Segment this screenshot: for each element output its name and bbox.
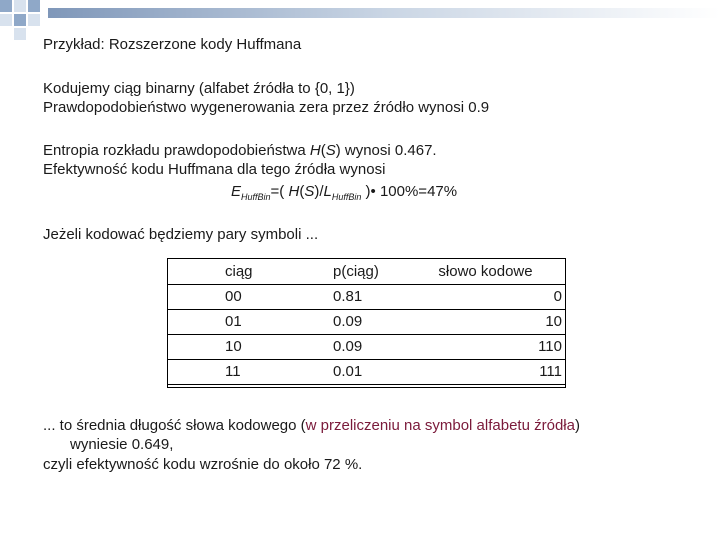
text-line: Jeżeli kodować będziemy pary symboli ... bbox=[43, 226, 319, 243]
table-cell: 0.01 bbox=[301, 359, 409, 384]
text-line: Kodujemy ciąg binarny (alfabet źródła to {0, 1}) bbox=[43, 80, 355, 97]
formula-part: )/ bbox=[314, 183, 324, 200]
code-table bbox=[167, 259, 566, 385]
formula-H: H bbox=[288, 183, 300, 200]
text-fragment: ( bbox=[320, 142, 326, 159]
table-cell: 11 bbox=[167, 359, 301, 384]
table-row bbox=[167, 334, 566, 359]
text-fragment: Entropia rozkładu prawdopodobieństwa bbox=[43, 142, 310, 159]
table-cell: 00 bbox=[167, 284, 301, 309]
formula-L: L bbox=[323, 183, 332, 200]
formula-L-sub: HuffBin bbox=[331, 192, 362, 202]
text-line: wyniesie 0.649, bbox=[70, 436, 174, 453]
highlighted-text: w przeliczeniu na symbol alfabetu źródła bbox=[305, 417, 575, 434]
deco-square bbox=[14, 28, 26, 40]
table-cell: 10 bbox=[167, 334, 301, 359]
text-fragment: ... to średnia długość słowa kodowego ( bbox=[43, 417, 306, 434]
formula-part: =( bbox=[270, 183, 289, 200]
table-cell: 110 bbox=[409, 334, 566, 359]
source-symbol: S bbox=[325, 142, 336, 159]
header-bar bbox=[48, 8, 720, 18]
text-fragment: ) bbox=[574, 417, 580, 434]
table-header-row bbox=[167, 259, 566, 284]
formula-E-sub: HuffBin bbox=[241, 192, 271, 202]
table-cell: 111 bbox=[409, 359, 566, 384]
formula-part: )• 100%=47% bbox=[361, 183, 458, 200]
table-row bbox=[167, 309, 566, 334]
table-cell: 0 bbox=[409, 284, 566, 309]
deco-square bbox=[14, 0, 26, 12]
text-line: Efektywność kodu Huffmana dla tego źródła wynosi bbox=[43, 161, 386, 178]
table-header: p(ciąg) bbox=[301, 259, 409, 284]
deco-square bbox=[28, 14, 40, 26]
formula-S: S bbox=[304, 183, 315, 200]
entropy-line bbox=[43, 142, 437, 160]
text-fragment: ) wynosi 0.467. bbox=[335, 142, 437, 159]
table-cell: 01 bbox=[167, 309, 301, 334]
table-cell: 0.09 bbox=[301, 334, 409, 359]
table-cell: 0.09 bbox=[301, 309, 409, 334]
entropy-symbol: H bbox=[309, 142, 321, 159]
formula-E: E bbox=[231, 183, 242, 200]
conclusion-line bbox=[43, 417, 580, 435]
table-header: słowo kodowe bbox=[409, 259, 566, 284]
table-row bbox=[167, 359, 566, 384]
deco-square bbox=[0, 0, 12, 12]
table-header: ciąg bbox=[167, 259, 301, 284]
text-line: czyli efektywność kodu wzrośnie do około 72 %. bbox=[43, 456, 363, 473]
deco-square bbox=[0, 14, 12, 26]
table-row bbox=[167, 284, 566, 309]
deco-square bbox=[28, 0, 40, 12]
table-cell: 0.81 bbox=[301, 284, 409, 309]
deco-square bbox=[14, 14, 26, 26]
slide-title: Przykład: Rozszerzone kody Huffmana bbox=[43, 36, 302, 53]
table-cell: 10 bbox=[409, 309, 566, 334]
efficiency-formula bbox=[231, 183, 457, 202]
text-line: Prawdopodobieństwo wygenerowania zera przez źródło wynosi 0.9 bbox=[43, 99, 490, 116]
formula-part: ( bbox=[299, 183, 305, 200]
